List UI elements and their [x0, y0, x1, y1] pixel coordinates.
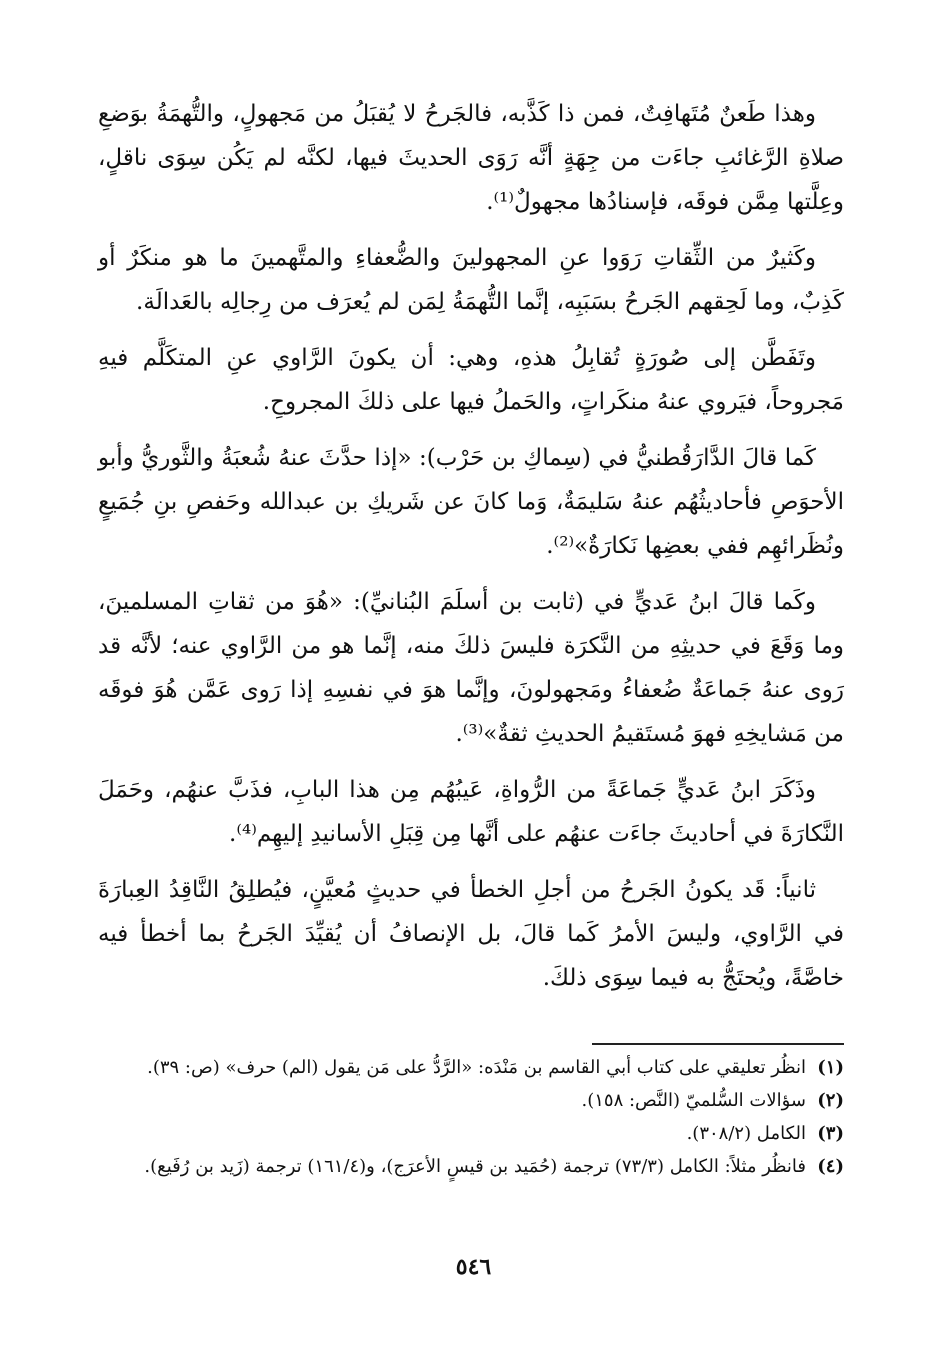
footnote-3	[98, 1119, 844, 1148]
footnote-4	[98, 1152, 844, 1181]
footnote-text: سؤالات السُّلميّ (النَّص: ١٥٨).	[581, 1090, 806, 1111]
paragraph-5: وكَما قالَ ابنُ عَديٍّ في (ثابت بن أسلَمَ البُنانيِّ): «هُوَ من ثقاتِ المسلمينَ، وما وَقَعَ في حديثِهِ من النَّكرَة فليسَ ذلكَ منه، إنَّما هو من الرَّاوي عنه؛ لأنَّه قد رَوى عنهُ جَماعَةٌ ضُعفاءُ ومَجهولونَ، وإنَّما هوَ في نفسِهِ إذا رَوى عَمَّن هُوَ فوقَه من مَشايخِهِ فهوَ مُستَقيمُ الحديثِ ثقةٌ»⁽³⁾.	[98, 589, 844, 747]
footnote-number: (٤)	[817, 1156, 844, 1177]
main-text	[98, 92, 844, 1000]
footnotes	[98, 1053, 844, 1185]
paragraph-1: وهذا طَعنٌ مُتَهافِتٌ، فمن ذا كَذَّبه، فالجَرحُ لا يُقبَلُ من مَجهولٍ، والتُّهمَةُ بوَضعِ صلاةِ الرَّغائبِ جاءَت من جِهَةٍ أنَّه رَوَى الحديثَ فيها، لكنَّه لم يَكُن سِوَى ناقلٍ، وعِلَّتها مِمَّن فوقَه، فإسنادُها مجهولٌ⁽¹⁾.	[98, 101, 844, 215]
footnote-number: (٣)	[817, 1123, 844, 1144]
footnote-number: (١)	[817, 1057, 844, 1078]
footnote-2	[98, 1086, 844, 1115]
page-number: ٥٤٦	[455, 1254, 492, 1280]
paragraph-6: وذَكَرَ ابنُ عَديٍّ جَماعَةً من الرُّواةِ، عَيبُهُم مِن هذا البابِ، فذَبَّ عنهُم، وحَمَلَ النَّكارَةَ في أحاديثَ جاءَت عنهُم على أنَّها مِن قِبَلِ الأسانيدِ إليهِم⁽⁴⁾.	[98, 777, 844, 847]
footnote-divider	[592, 1043, 844, 1045]
paragraph-3: وتَفَطَّن إلى صُورَةٍ تُقابِلُ هذهِ، وهي: أن يكونَ الرَّاوي عنِ المتكَلَّم فيهِ مَجروحاً، فيَروي عنهُ منكَراتٍ، والحَملُ فيها على ذلكَ المجروحِ.	[98, 345, 844, 415]
paragraph-7: ثانياً: قَد يكونُ الجَرحُ من أجلِ الخطأ في حديثٍ مُعيَّنٍ، فيُطلِقُ النَّاقِدُ العِبارَةَ في الرَّاوي، وليسَ الأمرُ كَما قالَ، بل الإنصافُ أن يُقيِّدَ الجَرحُ بما أخطأ فيه خاصَّةً، ويُحتَجُّ به فيما سِوَى ذلكَ.	[98, 877, 844, 991]
footnote-text: انظُر تعليقي على كتاب أبي القاسم بن مَنْدَه: «الرَّدُّ على مَن يقول (الم) حرف» (ص: ٣٩).	[147, 1057, 806, 1078]
footnote-text: فانظُر مثلاً: الكامل (٧٣/٣) ترجمة (حُمَيد بن قيسٍ الأعرَج)، و(١٦١/٤) ترجمة (زَيد بن رُفَيع).	[144, 1156, 806, 1177]
footnote-number: (٢)	[817, 1090, 844, 1111]
footnote-text: الكامل (٣٠٨/٢).	[686, 1123, 806, 1144]
footnote-1	[98, 1053, 844, 1082]
paragraph-4: كَما قالَ الدَّارَقُطنيُّ في (سِماكِ بن حَرْب): «إذا حدَّثَ عنهُ شُعبَةُ والثَّوريُّ وأبو الأحوَصِ فأحاديثُهُم عنهُ سَليمَةٌ، وَما كانَ عن شَريكِ بن عبدالله وحَفصِ بنِ جُمَيعٍ ونُظَرائهِم ففي بعضِها نَكارَةٌ»⁽²⁾.	[98, 445, 844, 559]
paragraph-2: وكَثيرٌ من الثِّقاتِ رَوَوا عنِ المجهولينَ والضُّعفاءِ والمتَّهمينَ ما هو منكَرٌ أو كَذِبٌ، وما لَحِقهم الجَرحُ بسَبَبِه، إنَّما التُّهمَةُ لِمَن لم يُعرَف من رِجالِه بالعَدالَة.	[98, 245, 844, 315]
